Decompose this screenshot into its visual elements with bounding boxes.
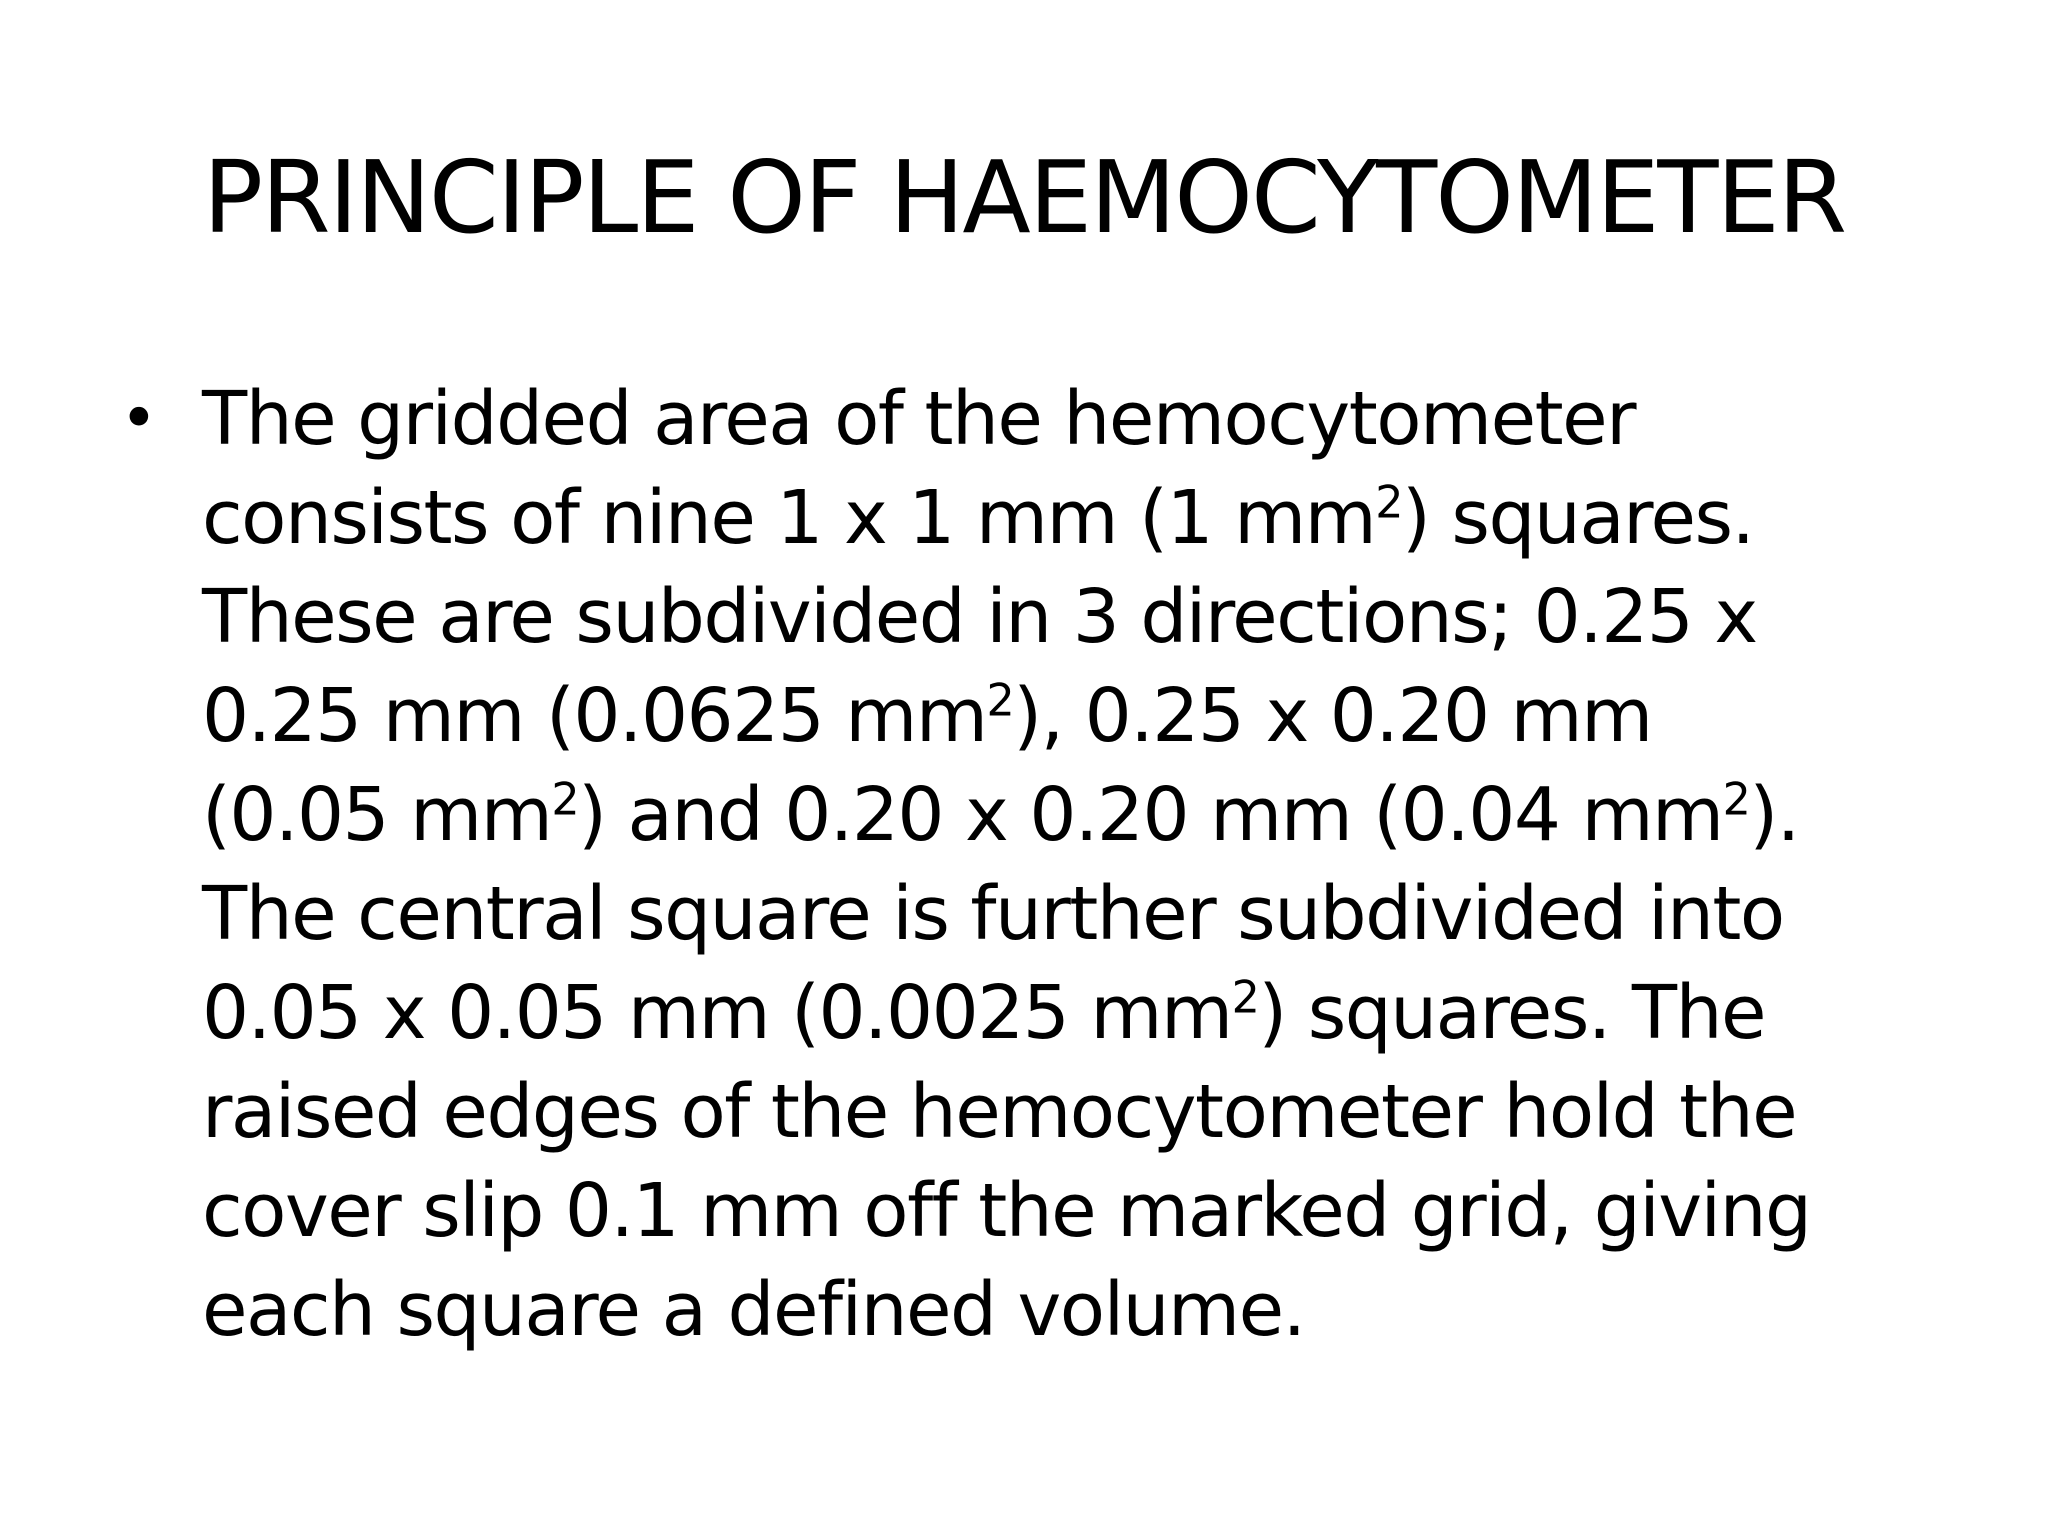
body-line bbox=[202, 1162, 1810, 1261]
body-line bbox=[202, 667, 1810, 766]
superscript: 2 bbox=[986, 675, 1014, 727]
body-line bbox=[202, 1063, 1810, 1162]
text-run: consists of nine 1 x 1 mm (1 mm bbox=[202, 475, 1376, 561]
text-run: ) squares. bbox=[1402, 475, 1754, 561]
slide-body bbox=[120, 370, 1920, 1360]
body-line bbox=[202, 568, 1810, 667]
slide-title: PRINCIPLE OF HAEMOCYTOMETER bbox=[202, 139, 1846, 256]
text-run: (0.05 mm bbox=[202, 772, 552, 858]
text-run: cover slip 0.1 mm off the marked grid, giving bbox=[202, 1168, 1811, 1254]
text-run: These are subdivided in 3 directions; 0.25 x bbox=[202, 574, 1757, 660]
body-line bbox=[202, 964, 1810, 1063]
body-line bbox=[202, 766, 1810, 865]
text-run: ), 0.25 x 0.20 mm bbox=[1013, 673, 1652, 759]
superscript: 2 bbox=[551, 774, 579, 826]
superscript: 2 bbox=[1231, 972, 1259, 1024]
bullet-text bbox=[202, 370, 1810, 1360]
bullet-item bbox=[120, 370, 1920, 1360]
text-run: ) squares. The bbox=[1258, 970, 1766, 1056]
body-line bbox=[202, 1261, 1810, 1360]
bullet-icon: • bbox=[120, 382, 158, 456]
body-line bbox=[202, 469, 1810, 568]
text-run: 0.25 mm (0.0625 mm bbox=[202, 673, 987, 759]
superscript: 2 bbox=[1375, 477, 1402, 529]
text-run: each square a defined volume. bbox=[202, 1267, 1305, 1353]
text-run: ). bbox=[1749, 772, 1799, 858]
text-run: raised edges of the hemocytometer hold the bbox=[202, 1069, 1797, 1155]
text-run: 0.05 x 0.05 mm (0.0025 mm bbox=[202, 970, 1232, 1056]
body-line bbox=[202, 865, 1810, 964]
superscript: 2 bbox=[1722, 774, 1750, 826]
text-run: The central square is further subdivided into bbox=[202, 871, 1784, 957]
text-run: ) and 0.20 x 0.20 mm (0.04 mm bbox=[578, 772, 1723, 858]
body-line bbox=[202, 370, 1810, 469]
text-run: The gridded area of the hemocytometer bbox=[202, 376, 1636, 462]
